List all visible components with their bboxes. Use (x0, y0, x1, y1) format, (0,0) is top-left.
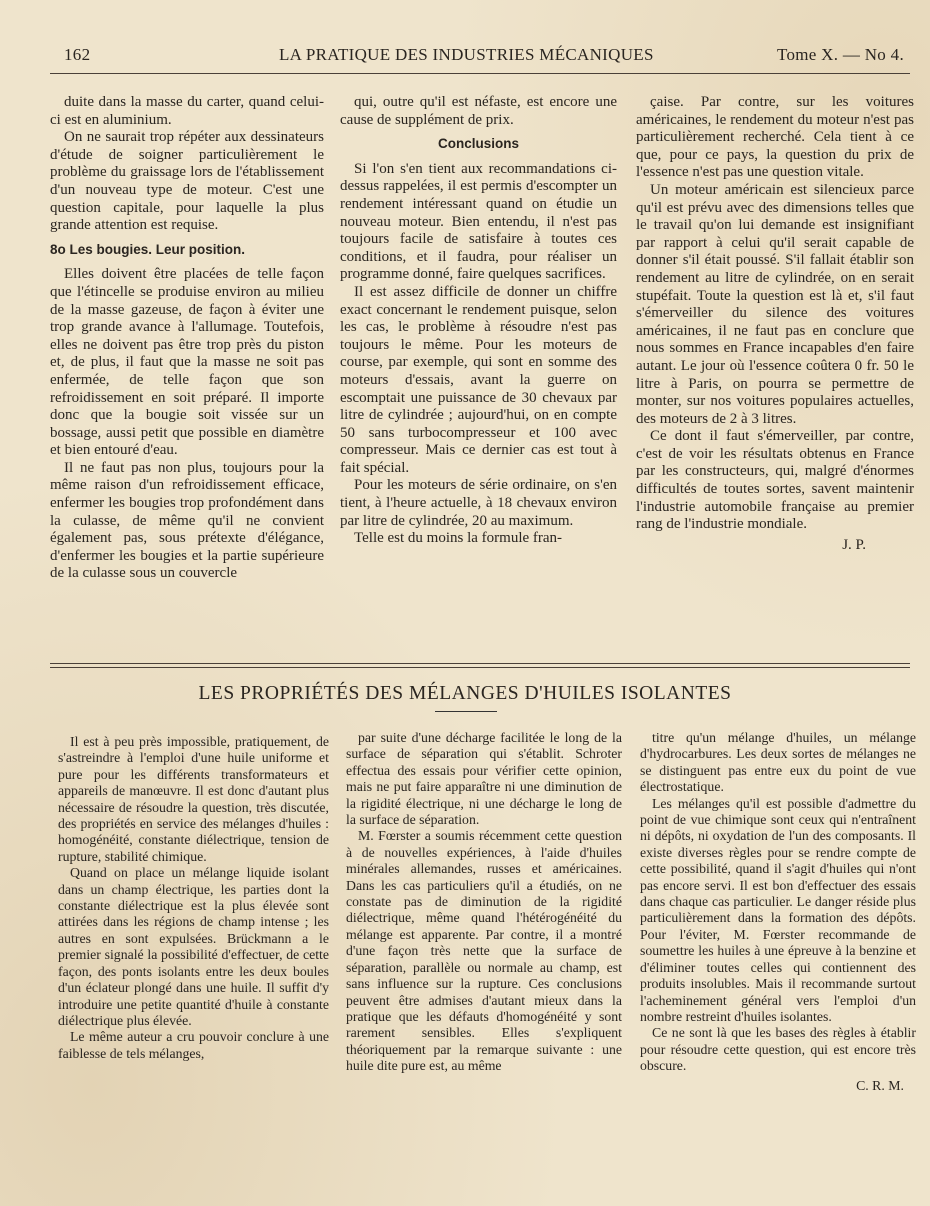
paragraph: Le même auteur a cru pouvoir conclure à une faiblesse de tels mélanges, (58, 1029, 329, 1061)
paragraph: qui, outre qu'il est néfaste, est encore une cause de supplément de prix. (340, 94, 617, 128)
section-heading: 8o Les bougies. Leur position. (50, 241, 246, 257)
paragraph: On ne saurait trop répéter aux dessinateurs d'étude de soigner particulièrement le problème du graissage lors de l'établissement d'un nouveau type de moteur. C'est une question capitale, pour laquelle la plus grande attention est requise. (50, 129, 324, 234)
paragraph: M. Fœrster a soumis récemment cette question à de nouvelles expériences, à l'aide d'huiles minérales allemandes, russes et américaines. Dans les cas particuliers qu'il a étudiés, on ne constate pas de diminution de la rigidité diélectrique, même quand l'hétérogénéité du mélange est apparente. Par contre, il a montré d'une façon très nette que la surface de séparation, parallèle ou normale au champ, est sans influence sur la rupture. Ces conclusions peuvent être admises d'autant mieux dans la pratique que les défauts d'homogénéité y sont rarement sensibles. Elles s'expliquent théoriquement par la remarque suivante : une huile dite pure est, au même (346, 828, 622, 1074)
paragraph: titre qu'un mélange d'huiles, un mélange d'hydrocarbures. Les deux sortes de mélanges ne se distinguent pas entre eux du point de vue électrostatique. (640, 730, 916, 795)
paragraph: çaise. Par contre, sur les voitures américaines, le rendement du moteur n'est pas particulièrement recherché. Cela tient à ce que, pour ce pays, la question du prix de l'essence n'est pas une question vitale. (636, 94, 914, 181)
page-number: 162 (64, 45, 91, 64)
paragraph: Ce dont il faut s'émerveiller, par contre, c'est de voir les résultats obtenus en France par les constructeurs, qui, malgré d'énormes difficultés de toutes sortes, savent maintenir l'industrie automobile française au premier rang de l'industrie mondiale. (636, 428, 914, 533)
paragraph: Si l'on s'en tient aux recommandations ci-dessus rappelées, il est permis d'escompter un rendement intéressant quand on étudie un nouveau moteur. Bien entendu, il n'est pas toujours facile de satisfaire à toutes ces conditions, et il faudra, pour réaliser un programme donné, faire quelques sacrifices. (340, 160, 617, 283)
paragraph: Il est assez difficile de donner un chiffre exact concernant le rendement puisque, selon les cas, le problème à résoudre n'est pas toujours le même. Pour les moteurs de course, par exemple, qui sont en somme des moteurs d'essais, avant la guerre on escomptait une puissance de 30 chevaux par litre de cylindrée ; aujourd'hui, on en compte 50 sans turbocompresseur et 100 avec compresseur. Mais ce dernier cas est tout à fait spécial. (340, 283, 617, 476)
signature: C. R. M. (856, 1077, 904, 1093)
paragraph: par suite d'une décharge facilitée le long de la surface de séparation qui s'établit. Schroter effectua des essais pour vérifier cette opinion, mais ne put faire apparaître ni une diminution de la rigidité électrique, ni une décharge le long de la surface de séparation. (346, 730, 622, 828)
article2-column-2 (346, 730, 622, 1075)
article2-column-3 (640, 730, 916, 1094)
paragraph: Telle est du moins la formule fran- (354, 530, 563, 547)
paragraph: Les mélanges qu'il est possible d'admettre du point de vue chimique sont ceux qui n'entraînent ni dépôts, ni oxydation de l'un des composants. Il existe diverses règles pour se rendre compte de cette possibilité, quand il s'agit d'huiles qui n'ont pas encore servi. Il est bon d'effectuer des essais dans chaque cas particulier. Le danger réside plus particulièrement dans la formation des dépôts. Pour l'éviter, M. Fœrster recommande de soumettre les huiles à une épreuve à la benzine et d'éliminer toutes celles qui contiennent des produits insolubles. Mais il recommande surtout l'acheminement général vers l'emploi d'un nombre restreint d'huiles isolantes. (640, 795, 916, 1024)
article1-column-3 (636, 94, 914, 554)
article1-column-2 (340, 94, 617, 548)
paragraph: Ce ne sont là que les bases des règles à établir pour résoudre cette question, qui est encore très obscure. (640, 1025, 916, 1074)
paragraph: Il ne faut pas non plus, toujours pour la même raison d'un refroidissement efficace, enfermer les bougies trop profondément dans la culasse, de même qu'il ne convient également pas, sous prétexte d'élégance, d'enfermer les bougies et la partie supérieure de la culasse sous un couvercle (50, 459, 324, 582)
paragraph: Un moteur américain est silencieux parce qu'il est prévu avec des dimensions telles que le travail qu'on lui demande est insignifiant par rapport à celui qu'il serait capable de donner s'il était poussé. S'il fallait établir son rendement au litre de cylindrée, on en serait stupéfait. Toute la question est là et, s'il faut s'émerveiller du silence des voitures américaines, il ne faut pas en conclure que nous sommes en France incapables d'en faire autant. Le jour où l'essence coûtera 0 fr. 50 le litre à Paris, on pourra se permettre de monter, sur nos voitures populaires actuelles, des moteurs de 2 à 3 litres. (636, 181, 914, 427)
article-title: LES PROPRIÉTÉS DES MÉLANGES D'HUILES ISOLANTES (198, 683, 732, 704)
paragraph: duite dans la masse du carter, quand celui-ci est en aluminium. (50, 94, 324, 128)
paragraph: Il est à peu près impossible, pratiquement, de s'astreindre à l'emploi d'une huile uniforme et pure pour les différents transformateurs et appareils de manœuvre. Il est donc d'autant plus nécessaire de résoudre la question, très discutée, des propriétés en service des mélanges d'huiles : homogénéité, constante diélectrique, tension de rupture, stabilité chimique. (58, 734, 329, 864)
article-divider (50, 663, 910, 664)
title-rule (435, 711, 497, 712)
paragraph: Quand on place un mélange liquide isolant dans un champ électrique, les parties dont la constante diélectrique est la plus élevée sont attirées dans les régions de champ intense ; les autres en sont expulsées. Brückmann a le premier signalé la possibilité d'effectuer, de cette façon, des ponts isolants entre les deux boules d'un éclateur plongé dans une huile. Il suffit d'y introduire une petite quantité d'huile à constante diélectrique plus élevée. (58, 865, 329, 1028)
header-rule (50, 73, 910, 74)
article1-column-1 (50, 94, 324, 583)
page-header (64, 45, 904, 71)
article2-column-1 (58, 734, 329, 1062)
section-heading: Conclusions (437, 136, 519, 152)
article-divider (50, 667, 910, 668)
paragraph: Elles doivent être placées de telle façon que l'étincelle se produise environ au milieu de la masse gazeuse, de façon à éviter une trop grande avance à l'allumage. Toutefois, elles ne doivent pas être trop près du piston et, de plus, il faut que la masse ne soit pas enfermée, de telle façon que son refroidissement en soit préparé. Il importe donc que la bougie soit vissée sur un bossage, aussi petit que possible en diamètre et bien entouré d'eau. (50, 266, 324, 459)
signature: J. P. (842, 536, 866, 553)
journal-title: LA PRATIQUE DES INDUSTRIES MÉCANIQUES (279, 45, 654, 64)
issue-label: Tome X. — No 4. (776, 45, 904, 64)
paragraph: Pour les moteurs de série ordinaire, on s'en tient, à l'heure actuelle, à 18 chevaux environ par litre de cylindrée, 20 au maximum. (340, 477, 617, 529)
